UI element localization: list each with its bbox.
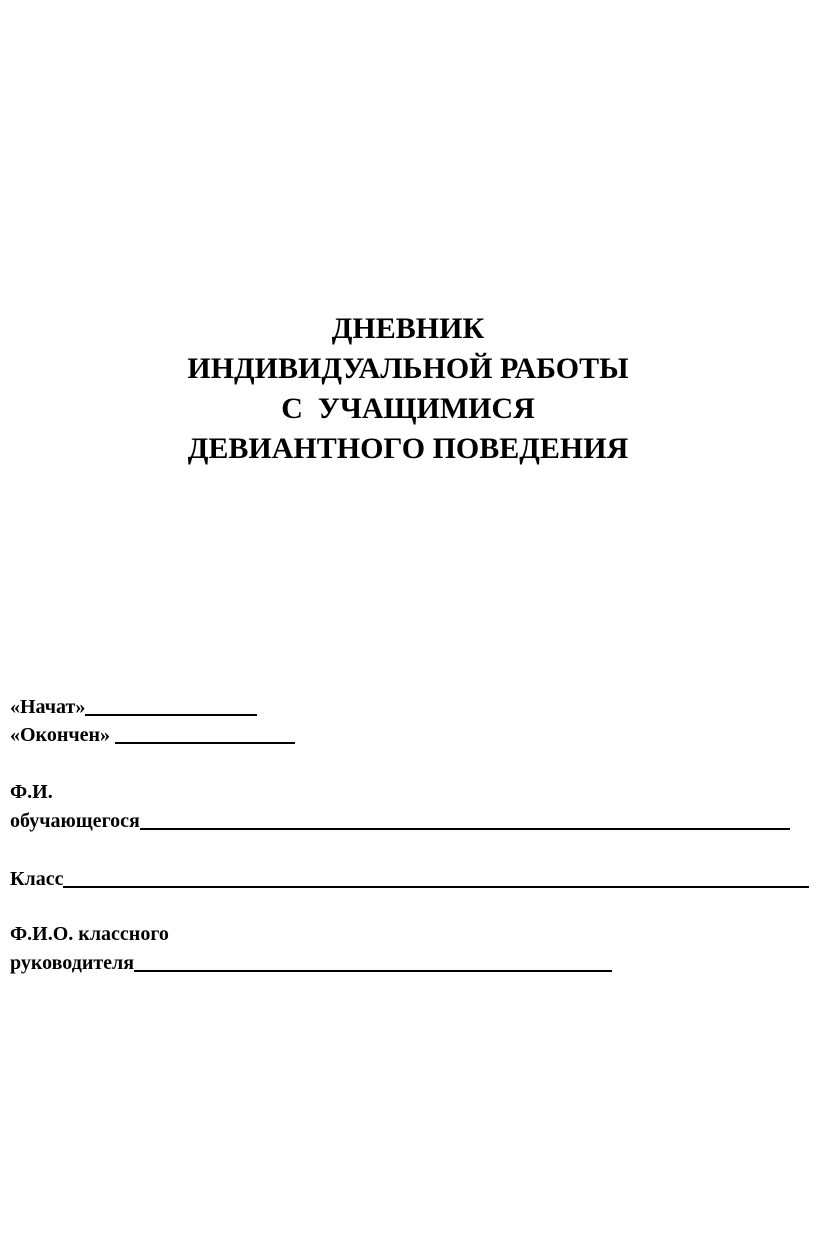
teacher-field-row <box>0 926 612 975</box>
title-line-deviant-behavior: ДЕВИАНТНОГО ПОВЕДЕНИЯ <box>187 432 629 465</box>
class-label: Класс <box>10 868 64 890</box>
finished-label: «Окончен» <box>10 724 116 746</box>
teacher-label-line2: руководителя <box>10 952 135 974</box>
document-title <box>0 309 816 469</box>
teacher-name-blank[interactable] <box>134 950 612 972</box>
class-blank[interactable] <box>63 866 809 888</box>
student-field-row <box>0 784 790 833</box>
teacher-label-line1: Ф.И.О. классного <box>10 923 169 945</box>
started-label: «Начат» <box>10 696 86 718</box>
title-line-diary: ДНЕВНИК <box>331 312 485 345</box>
finished-date-blank[interactable] <box>115 722 295 744</box>
title-line-with-students: С УЧАЩИМИСЯ <box>281 392 535 425</box>
title-line-individual-work: ИНДИВИДУАЛЬНОЙ РАБОТЫ <box>187 352 629 385</box>
student-label-line2: обучающегося <box>10 810 140 832</box>
class-field-row <box>0 842 809 891</box>
student-name-blank[interactable] <box>140 808 790 830</box>
student-label-line1: Ф.И. <box>10 781 53 803</box>
finished-field-row <box>0 698 295 747</box>
